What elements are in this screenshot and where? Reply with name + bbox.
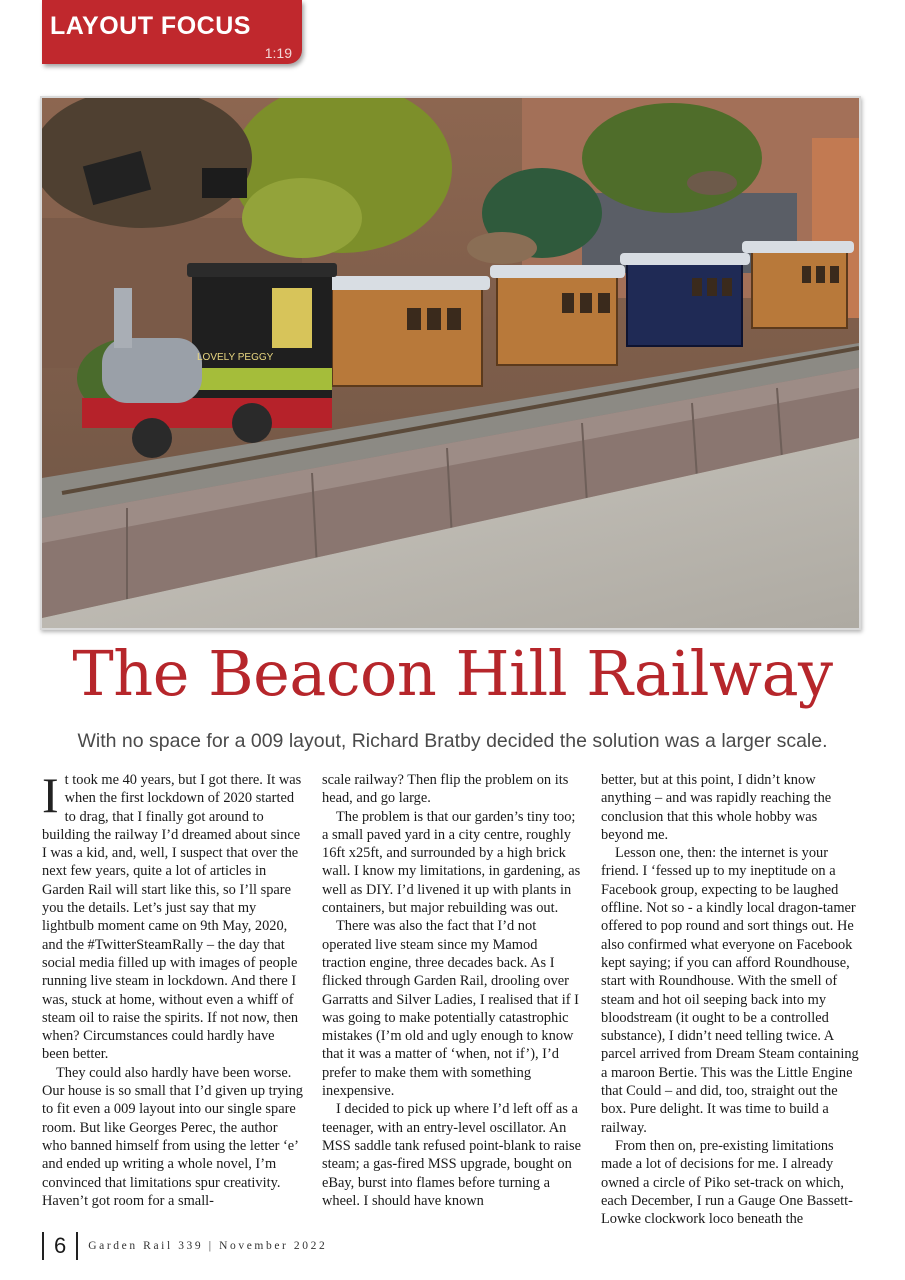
scale-label: 1:19 [264, 45, 292, 61]
paragraph: I decided to pick up where I’d left off as a teenager, with an entry-level oscillator. An MSS saddle tank refused point-blank to raise steam; a gas-fired MSS upgrade, bought on eBay, burst into flames before turning a wheel. I should have known [322, 1101, 581, 1209]
paragraph: Lesson one, then: the internet is your friend. I ‘fessed up to my ineptitude on a Facebook group, expecting to be laughed offline. Not so - a kindly local dragon-tamer offered to pop round and sort things out. He also confirmed what everyone on Facebook kept saying; if you can afford Roundhouse, start with Roundhouse. With the smell of steam and hot oil seeping back into my bloodstream (it ought to be a controlled substance), I didn’t need telling twice. A parcel arrived from Dream Steam containing a maroon Bertie. This was the Little Engine that Could – and did, too, straight out the box. Pure delight. It was time to build a railway. [601, 845, 859, 1136]
paragraph: There was also the fact that I’d not operated live steam since my Mamod traction engine, three decades back. As I flicked through Garden Rail, drooling over Garratts and Silver Ladies, I realised that if I was going to make potentially catastrophic mistakes (I’m old and ugly enough to know that it was a matter of ‘when, not if’), I’d prefer to make them with something inexpensive. [322, 918, 579, 1100]
paragraph: better, but at this point, I didn’t know anything – and was rapidly reaching the conclusion that this whole hobby was beyond me. [601, 772, 832, 843]
article-column-2 [322, 771, 584, 1210]
page-number: 6 [54, 1233, 67, 1258]
paragraph: From then on, pre-existing limitations made a lot of decisions for me. I already owned a circle of Piko set-track on which, each December, I run a Gauge One Bassett-Lowke clockwork loco beneath the [601, 1137, 853, 1228]
article-standfirst: With no space for a 009 layout, Richard Bratby decided the solution was a larger scale. [77, 730, 828, 752]
loco-nameplate: LOVELY PEGGY [197, 352, 274, 363]
paragraph: The problem is that our garden’s tiny too; a small paved yard in a city centre, roughly 16ft x25ft, and surrounded by a high brick wall. I know my limitations, in gardening, as well as DIY. I’d livened it up with plants in containers, but major rebuilding was out. [322, 808, 581, 917]
page-footer [42, 1230, 327, 1262]
article-column-1 [42, 767, 304, 1210]
paragraph: scale railway? Then flip the problem on its head, and go large. [322, 772, 569, 807]
garden-railway-photo [40, 96, 861, 630]
article-title: The Beacon Hill Railway [72, 637, 833, 710]
paragraph: It took me 40 years, but I got there. It was when the first lockdown of 2020 started to drag, that I finally got around to building the railway I’d dreamed about since I was a kid, and, well, I suspect that over the next few years, quite a lot of articles in Garden Rail will start like this, so I’ll spare you the details. Let’s just say that my lightbulb moment came on 9th May, 2020, and the #TwitterSteamRally – the day that social media filled up with images of people running live steam in lockdown. And there I was, stuck at home, without even a whiff of steam oil to raise the spirits. If not now, then when? Circumstances could hardly have been better. [42, 767, 302, 1063]
article-column-3 [601, 771, 863, 1228]
section-label: LAYOUT FOCUS [50, 12, 251, 40]
drop-cap: I [42, 767, 59, 823]
paragraph: They could also hardly have been worse. Our house is so small that I’d given up trying to fit even a 009 layout into our single spare room. But like Georges Perec, the author who banned himself from using the letter ‘e’ and ended up writing a whole novel, I’m convinced that limitations spur creativity. Haven’t got room for a small- [42, 1064, 303, 1209]
photo-illustration [42, 98, 859, 628]
publication-line: Garden Rail 339 | November 2022 [88, 1240, 328, 1252]
section-tab [42, 0, 302, 64]
